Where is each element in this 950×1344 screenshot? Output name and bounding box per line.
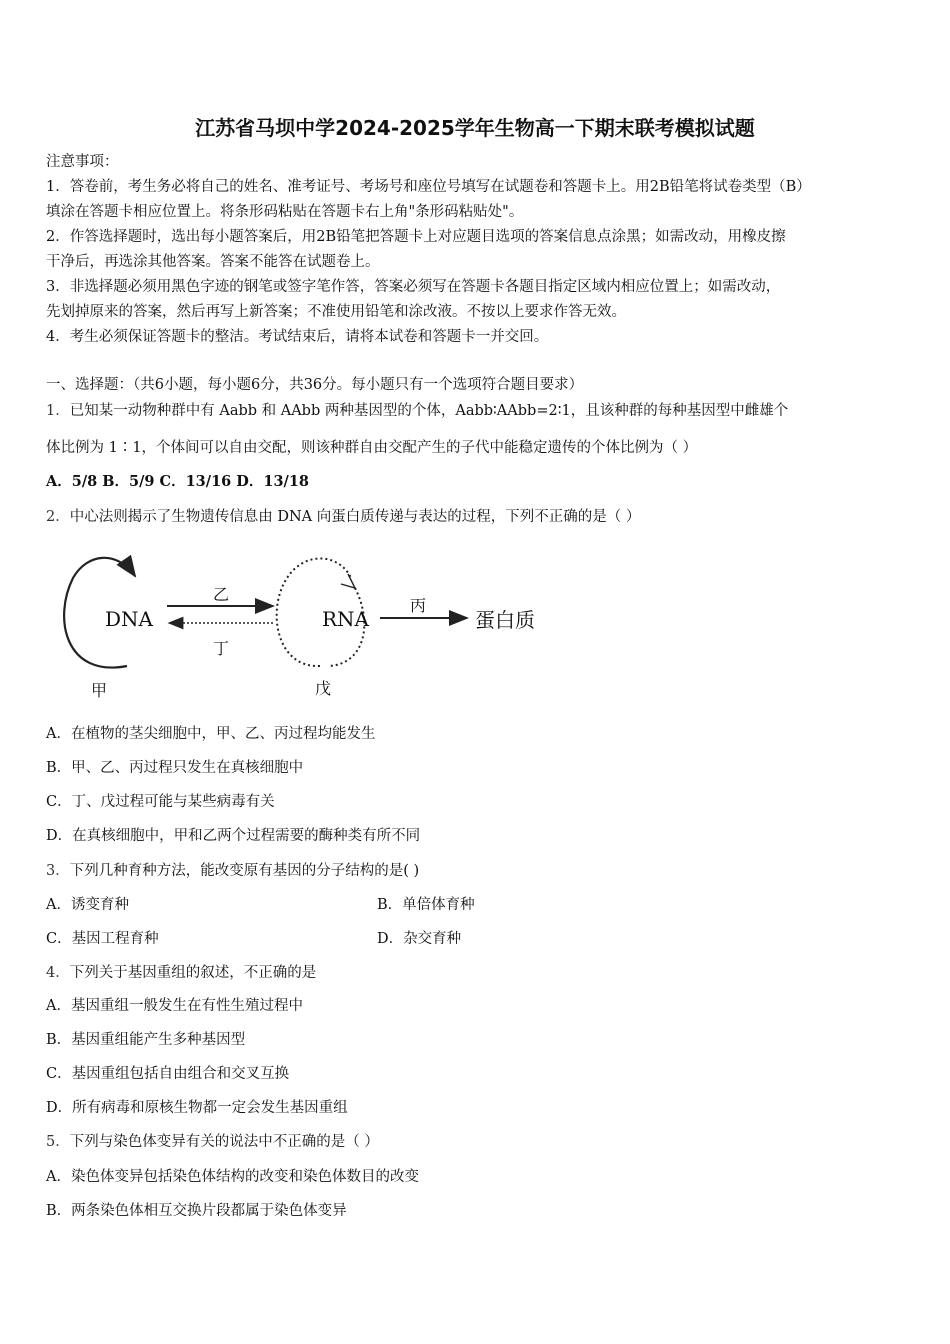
question-2-text: 中心法则揭示了生物遗传信息由 DNA 向蛋白质传递与表达的过程，下列不正确的是（ ） bbox=[69, 509, 641, 525]
label-jia: 甲 bbox=[91, 681, 108, 700]
section-heading: 一、选择题：（共6小题，每小题6分，共36分。每小题只有一个选项符合题目要求） bbox=[46, 377, 584, 393]
page-title: 江苏省马坝中学2024-2025学年生物高一下期末联考模拟试题 bbox=[195, 116, 755, 140]
question-3-option-d: D．杂交育种 bbox=[377, 931, 462, 947]
question-2-line bbox=[46, 507, 906, 527]
central-dogma-diagram bbox=[55, 548, 575, 708]
question-4-option-d: D．所有病毒和原核生物都一定会发生基因重组 bbox=[46, 1100, 348, 1116]
question-1-text-b: 体比例为 1∶1，个体间可以自由交配，则该种群自由交配产生的子代中能稳定遗传的个体比例为（ ） bbox=[46, 440, 698, 456]
question-1-line-a bbox=[46, 401, 906, 421]
notice-heading: 注意事项： bbox=[46, 154, 119, 170]
question-3-text: 下列几种育种方法，能改变原有基因的分子结构的是( ) bbox=[69, 863, 420, 879]
question-4-option-a: A．基因重组一般发生在有性生殖过程中 bbox=[46, 998, 303, 1014]
question-3-line bbox=[46, 861, 906, 881]
question-5-line bbox=[46, 1132, 906, 1152]
question-3-number: 3． bbox=[46, 863, 70, 879]
question-4-option-c: C．基因重组包括自由组合和交叉互换 bbox=[46, 1066, 290, 1082]
notice-item-3b: 先划掉原来的答案，然后再写上新答案；不准使用铅笔和涂改液。不按以上要求作答无效。 bbox=[46, 304, 626, 320]
notice-item-3a: 3．非选择题必须用黑色字迹的钢笔或签字笔作答，答案必须写在答题卡各题目指定区域内相应位置上；如需改动， bbox=[46, 279, 781, 295]
question-5-option-b: B．两条染色体相互交换片段都属于染色体变异 bbox=[46, 1203, 347, 1219]
notice-item-1a: 1．答卷前，考生务必将自己的姓名、准考证号、考场号和座位号填写在试题卷和答题卡上。用2B铅笔将试卷类型（B） bbox=[46, 179, 811, 195]
question-3-option-b: B．单倍体育种 bbox=[377, 897, 475, 913]
question-4-text: 下列关于基因重组的叙述，不正确的是 bbox=[69, 965, 317, 981]
question-2-number: 2． bbox=[46, 509, 70, 525]
question-2-option-c: C．丁、戊过程可能与某些病毒有关 bbox=[46, 794, 275, 810]
question-1-number: 1． bbox=[46, 403, 70, 419]
dna-label: DNA bbox=[105, 607, 153, 631]
rna-loop-arrowhead bbox=[341, 574, 355, 588]
question-3-option-c: C．基因工程育种 bbox=[46, 931, 159, 947]
question-5-number: 5． bbox=[46, 1134, 70, 1150]
question-3-option-a: A．诱变育种 bbox=[46, 897, 129, 913]
question-2-option-a: A．在植物的茎尖细胞中，甲、乙、丙过程均能发生 bbox=[46, 726, 376, 742]
label-wu: 戊 bbox=[315, 679, 332, 698]
notice-item-4: 4．考生必须保证答题卡的整洁。考试结束后，请将本试卷和答题卡一并交回。 bbox=[46, 329, 549, 345]
notice-item-2a: 2．作答选择题时，选出每小题答案后，用2B铅笔把答题卡上对应题目选项的答案信息点涂黑；如需改动，用橡皮擦 bbox=[46, 229, 786, 245]
question-1-options: A．5/8 B．5/9 C．13/16 D．13/18 bbox=[46, 473, 310, 490]
question-5-option-a: A．染色体变异包括染色体结构的改变和染色体数目的改变 bbox=[46, 1169, 419, 1185]
question-5-text: 下列与染色体变异有关的说法中不正确的是（ ） bbox=[69, 1134, 379, 1150]
label-bing: 丙 bbox=[410, 596, 427, 615]
notice-item-2b: 干净后，再选涂其他答案。答案不能答在试题卷上。 bbox=[46, 254, 380, 270]
label-ding: 丁 bbox=[213, 639, 230, 658]
rna-label: RNA bbox=[322, 607, 370, 631]
question-2-option-d: D．在真核细胞中，甲和乙两个过程需要的酶种类有所不同 bbox=[46, 828, 421, 844]
question-2-option-b: B．甲、乙、丙过程只发生在真核细胞中 bbox=[46, 760, 304, 776]
question-1-text-a: 已知某一动物种群中有 Aabb 和 AAbb 两种基因型的个体，Aabb∶AAbb=2∶1，且该种群的每种基因型中雌雄个 bbox=[69, 403, 789, 419]
label-yi: 乙 bbox=[213, 585, 230, 604]
protein-label: 蛋白质 bbox=[475, 608, 535, 632]
question-4-line bbox=[46, 963, 906, 983]
question-4-option-b: B．基因重组能产生多种基因型 bbox=[46, 1032, 246, 1048]
notice-item-1b: 填涂在答题卡相应位置上。将条形码粘贴在答题卡右上角"条形码粘贴处"。 bbox=[46, 204, 524, 220]
question-4-number: 4． bbox=[46, 965, 70, 981]
